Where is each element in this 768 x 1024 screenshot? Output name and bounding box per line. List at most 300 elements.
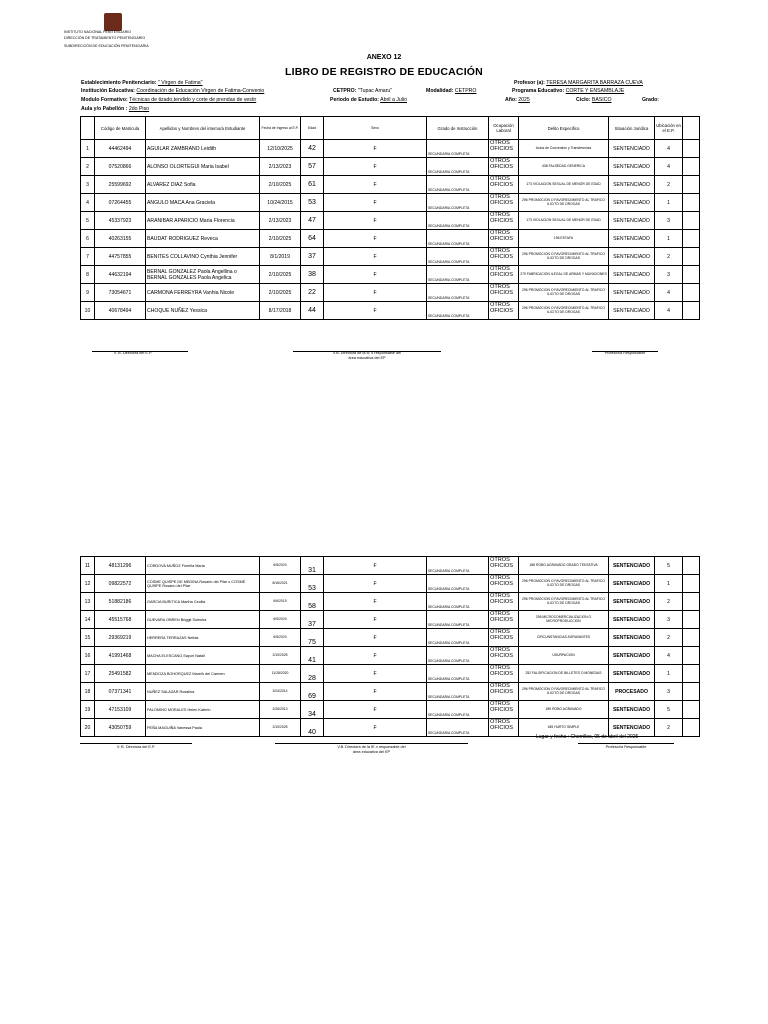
fecha-ingreso: 6/5/2024 — [260, 557, 301, 575]
row-number: 3 — [81, 176, 95, 194]
table-row — [81, 266, 700, 284]
delito: 296 PROMOCION O FAVORECIMIENTO AL TRAFICO ILICITO DE DROGAS — [519, 683, 609, 701]
edad: 41 — [301, 647, 324, 665]
sexo: F — [324, 194, 427, 212]
delito: 438 FALSEDAD GENERICA — [519, 158, 609, 176]
student-name: GUEVARA OBREN Briggit Solesha — [146, 611, 260, 629]
grado-field — [642, 97, 659, 103]
aula-label: Aula y/o Pabellón : — [81, 106, 128, 112]
row-number: 4 — [81, 194, 95, 212]
institute-line-1: INSTITUTO NACIONAL PENITENCIARIO — [64, 30, 132, 34]
edad: 22 — [301, 284, 324, 302]
situacion-juridica: SENTENCIADO — [609, 629, 655, 647]
delito: Actos de Conversión y Transferencia — [519, 140, 609, 158]
student-name: NUÑEZ SALAZAR Rosalina — [146, 683, 260, 701]
signature-profesora: Profesor/a Responsable — [604, 351, 646, 355]
sexo: F — [324, 248, 427, 266]
edad: 28 — [301, 665, 324, 683]
sexo: F — [324, 683, 427, 701]
observaciones — [683, 266, 700, 284]
edad: 69 — [301, 683, 324, 701]
grado-instruccion: SECUNDARIA COMPLETA — [427, 701, 489, 719]
row-number: 16 — [81, 647, 95, 665]
observaciones — [683, 302, 700, 320]
student-name: ARANIBAR APARICIO Maria Florencia — [146, 212, 260, 230]
delito: USURPACION — [519, 647, 609, 665]
table-row — [81, 230, 700, 248]
situacion-juridica: SENTENCIADO — [609, 230, 655, 248]
delito: 185 HURTO SIMPLE — [519, 719, 609, 737]
profesor-label: Profesor (a): — [514, 80, 545, 86]
student-name: HERRERA TERRAZAS Nelida — [146, 629, 260, 647]
ciclo-field — [576, 97, 611, 103]
grado-instruccion: SECUNDARIA COMPLETA — [427, 248, 489, 266]
observaciones — [683, 176, 700, 194]
fecha-ingreso: 2/10/2025 — [260, 719, 301, 737]
grado-instruccion: SECUNDARIA COMPLETA — [427, 665, 489, 683]
situacion-juridica: SENTENCIADO — [609, 701, 655, 719]
ocupacion: OTROS OFICIOS — [489, 212, 519, 230]
sexo: F — [324, 302, 427, 320]
grado-instruccion: SECUNDARIA COMPLETA — [427, 629, 489, 647]
sexo: F — [324, 665, 427, 683]
fecha-ingreso: 2/10/2025 — [260, 230, 301, 248]
situacion-juridica: SENTENCIADO — [609, 212, 655, 230]
registro-table-1 — [80, 116, 700, 320]
table-row — [81, 140, 700, 158]
edad: 37 — [301, 611, 324, 629]
periodo-field — [330, 97, 407, 103]
student-name: ALVAREZ DIAZ Sofia — [146, 176, 260, 194]
cetpro-field — [333, 88, 392, 94]
sexo: F — [324, 140, 427, 158]
sexo: F — [324, 719, 427, 737]
fecha-ingreso: 2/10/2025 — [260, 266, 301, 284]
observaciones — [683, 248, 700, 266]
row-number: 17 — [81, 665, 95, 683]
cetpro-label: CETPRO: — [333, 88, 357, 94]
codigo-matricula: 44462494 — [95, 140, 146, 158]
programa-value: CORTE Y ENSAMBLAJE — [565, 88, 625, 94]
ubicacion: 1 — [655, 575, 683, 593]
edad: 42 — [301, 140, 324, 158]
ocupacion: OTROS OFICIOS — [489, 158, 519, 176]
student-name: CORDOVA MUÑOZ Fiorella Maria — [146, 557, 260, 575]
ubicacion: 1 — [655, 230, 683, 248]
row-number: 20 — [81, 719, 95, 737]
edad: 58 — [301, 593, 324, 611]
grado-instruccion: SECUNDARIA COMPLETA — [427, 140, 489, 158]
col-header-sexo: Sexo — [324, 117, 427, 140]
codigo-matricula: 41991468 — [95, 647, 146, 665]
row-number: 5 — [81, 212, 95, 230]
situacion-juridica: SENTENCIADO — [609, 140, 655, 158]
observaciones — [683, 647, 700, 665]
codigo-matricula: 07371341 — [95, 683, 146, 701]
edad: 31 — [301, 557, 324, 575]
signature-ie-line1: V.B. Directora de la IE o responsable del — [332, 351, 402, 355]
row-number: 13 — [81, 593, 95, 611]
ubicacion: 4 — [655, 158, 683, 176]
observaciones — [683, 194, 700, 212]
ubicacion: 3 — [655, 266, 683, 284]
modalidad-label: Modalidad: — [426, 88, 454, 94]
grado-instruccion: SECUNDARIA COMPLETA — [427, 212, 489, 230]
table-row — [81, 701, 700, 719]
grado-instruccion: SECUNDARIA COMPLETA — [427, 593, 489, 611]
situacion-juridica: SENTENCIADO — [609, 284, 655, 302]
edad: 34 — [301, 701, 324, 719]
fecha-ingreso: 11/28/2020 — [260, 665, 301, 683]
table-header-row — [81, 117, 700, 140]
edad: 40 — [301, 719, 324, 737]
fecha-ingreso: 2/26/2013 — [260, 701, 301, 719]
inpe-logo — [104, 13, 122, 31]
edad: 53 — [301, 575, 324, 593]
row-number: 15 — [81, 629, 95, 647]
student-name: BAUDAT RODRIGUEZ Reveca — [146, 230, 260, 248]
ciclo-value: BASICO — [591, 97, 612, 103]
institucion-field — [81, 88, 264, 94]
ocupacion: OTROS OFICIOS — [489, 140, 519, 158]
edad: 61 — [301, 176, 324, 194]
row-number: 11 — [81, 557, 95, 575]
situacion-juridica: SENTENCIADO — [609, 593, 655, 611]
ubicacion: 4 — [655, 647, 683, 665]
codigo-matricula: 44757855 — [95, 248, 146, 266]
student-name: ALONSO OLORTEGUI Maria Isabel — [146, 158, 260, 176]
grado-label: Grado: — [642, 97, 660, 103]
row-number: 10 — [81, 302, 95, 320]
ubicacion: 5 — [655, 701, 683, 719]
observaciones — [683, 575, 700, 593]
ubicacion: 5 — [655, 557, 683, 575]
ubicacion: 3 — [655, 212, 683, 230]
grado-instruccion: SECUNDARIA COMPLETA — [427, 284, 489, 302]
edad: 75 — [301, 629, 324, 647]
student-name: BERNAL GONZALEZ Paola Angellina o BERNAL GONZALES Paola Angelica — [146, 266, 260, 284]
fecha-ingreso: 2/10/2025 — [260, 647, 301, 665]
observaciones — [683, 230, 700, 248]
table-row — [81, 194, 700, 212]
table-row — [81, 611, 700, 629]
student-name: CARMONA FERREYRA Vanhia Nicole — [146, 284, 260, 302]
delito: 279 FABRICACION ILEGAL DE ARMAS Y MUNICIONES — [519, 266, 609, 284]
signature-director: V. B. Directora del E.P. — [113, 351, 153, 355]
sexo: F — [324, 647, 427, 665]
anio-value: 2025 — [518, 97, 530, 103]
col-header-ubicacion: Ubicación en el E.P. — [655, 117, 683, 140]
student-name: ANGULO MACA Ana Graciela — [146, 194, 260, 212]
situacion-juridica: SENTENCIADO — [609, 302, 655, 320]
row-number: 8 — [81, 266, 95, 284]
observaciones — [683, 140, 700, 158]
row-number: 1 — [81, 140, 95, 158]
periodo-value: Abril a Julio — [380, 97, 407, 103]
codigo-matricula: 40678494 — [95, 302, 146, 320]
signature-profesora-2: Profesor/a Responsable — [605, 745, 647, 749]
sexo: F — [324, 158, 427, 176]
ocupacion: OTROS OFICIOS — [489, 248, 519, 266]
codigo-matricula: 29369219 — [95, 629, 146, 647]
ocupacion: OTROS OFICIOS — [489, 647, 519, 665]
ocupacion: OTROS OFICIOS — [489, 611, 519, 629]
signature-ie-2-line1: V.B. Directora de la IE o responsable del — [337, 745, 406, 749]
delito: 298 MICROCOMERCIALIZACION O MICROPRODUCCION — [519, 611, 609, 629]
programa-field — [512, 88, 624, 94]
profesor-value: TERESA MARGARITA BARRAZA CUEVA — [546, 80, 643, 86]
ocupacion: OTROS OFICIOS — [489, 284, 519, 302]
codigo-matricula: 09822572 — [95, 575, 146, 593]
delito: 252 FALSIFICACION DE BILLETES O MONEDAS — [519, 665, 609, 683]
cetpro-value: "Tupac Amaru" — [357, 88, 393, 94]
row-number: 6 — [81, 230, 95, 248]
situacion-juridica: SENTENCIADO — [609, 665, 655, 683]
situacion-juridica: SENTENCIADO — [609, 557, 655, 575]
ocupacion: OTROS OFICIOS — [489, 266, 519, 284]
table-row — [81, 302, 700, 320]
signature-line-director-2 — [80, 743, 192, 744]
table-row — [81, 629, 700, 647]
table-row — [81, 593, 700, 611]
fecha-ingreso: 2/10/2025 — [260, 176, 301, 194]
student-name: PEÑA MAGUIÑA Vanessa Paola — [146, 719, 260, 737]
row-number: 19 — [81, 701, 95, 719]
edad: 44 — [301, 302, 324, 320]
codigo-matricula: 43050759 — [95, 719, 146, 737]
col-header-nombres: Apellidos y Nombres del interno/a Estudiante — [146, 117, 260, 140]
modalidad-field — [426, 88, 476, 94]
codigo-matricula: 47153109 — [95, 701, 146, 719]
student-name: COSME QUISPE DE MEDINA Rosario del Pilar o COSME QUISPE Rosario del Pilar — [146, 575, 260, 593]
row-number: 7 — [81, 248, 95, 266]
grado-instruccion: SECUNDARIA COMPLETA — [427, 683, 489, 701]
edad: 37 — [301, 248, 324, 266]
table-row — [81, 158, 700, 176]
col-header-observ — [683, 117, 700, 140]
ubicacion: 4 — [655, 284, 683, 302]
situacion-juridica: SENTENCIADO — [609, 176, 655, 194]
ubicacion: 1 — [655, 665, 683, 683]
establecimiento-field — [81, 80, 203, 86]
ocupacion: OTROS OFICIOS — [489, 230, 519, 248]
ocupacion: OTROS OFICIOS — [489, 557, 519, 575]
fecha-ingreso: 6/6/2019 — [260, 593, 301, 611]
student-name: MACHA ELESCANO,Sayuri Natali — [146, 647, 260, 665]
edad: 38 — [301, 266, 324, 284]
sexo: F — [324, 701, 427, 719]
modalidad-value: CETPRO — [454, 88, 477, 94]
ubicacion: 3 — [655, 683, 683, 701]
signature-line-profesora-2 — [578, 743, 674, 744]
sexo: F — [324, 629, 427, 647]
situacion-juridica: SENTENCIADO — [609, 158, 655, 176]
sexo: F — [324, 266, 427, 284]
student-name: MENDOZA BOHORQUEZ Marelh del Carmen — [146, 665, 260, 683]
ocupacion: OTROS OFICIOS — [489, 683, 519, 701]
grado-instruccion: SECUNDARIA COMPLETA — [427, 611, 489, 629]
grado-instruccion: SECUNDARIA COMPLETA — [427, 302, 489, 320]
col-header-codigo: Código de Matricula — [95, 117, 146, 140]
ocupacion: OTROS OFICIOS — [489, 665, 519, 683]
page-title: LIBRO DE REGISTRO DE EDUCACIÓN — [285, 66, 483, 78]
observaciones — [683, 593, 700, 611]
grado-instruccion: SECUNDARIA COMPLETA — [427, 719, 489, 737]
row-number: 14 — [81, 611, 95, 629]
observaciones — [683, 629, 700, 647]
sexo: F — [324, 176, 427, 194]
delito: 296 PROMOCION O FAVORECIMIENTO AL TRAFICO ILICITO DE DROGAS — [519, 284, 609, 302]
table-row — [81, 176, 700, 194]
codigo-matricula: 25491582 — [95, 665, 146, 683]
table-row — [81, 557, 700, 575]
col-header-ocupacion: Ocupación Laboral — [489, 117, 519, 140]
ocupacion: OTROS OFICIOS — [489, 194, 519, 212]
ubicacion: 4 — [655, 302, 683, 320]
delito: CIRCUNSTANCIAS AGRAVANTES — [519, 629, 609, 647]
delito: 188 ROBO AGRAVADO GRADO TENTATIVA — [519, 557, 609, 575]
table-row — [81, 683, 700, 701]
table-row — [81, 284, 700, 302]
ubicacion: 1 — [655, 194, 683, 212]
student-name: CHOQUE NUÑEZ Yessica — [146, 302, 260, 320]
ocupacion: OTROS OFICIOS — [489, 701, 519, 719]
fecha-ingreso: 2/13/2023 — [260, 212, 301, 230]
observaciones — [683, 557, 700, 575]
delito: 296 PROMOCION O FAVORECIMIENTO AL TRAFICO ILICITO DE DROGAS — [519, 194, 609, 212]
situacion-juridica: SENTENCIADO — [609, 194, 655, 212]
signature-director-2: V. B. Directora del E.P. — [116, 745, 156, 749]
col-header-edad: Edad — [301, 117, 324, 140]
ubicacion: 3 — [655, 611, 683, 629]
table-row — [81, 665, 700, 683]
ocupacion: OTROS OFICIOS — [489, 629, 519, 647]
delito: 296 PROMOCION O FAVORECIMIENTO AL TRAFICO ILICITO DE DROGAS — [519, 575, 609, 593]
table-row — [81, 647, 700, 665]
modulo-value: Técnicas de tizado,tendido y corte de prendas de vestir — [129, 97, 257, 103]
anio-label: Año: — [505, 97, 517, 103]
observaciones — [683, 719, 700, 737]
situacion-juridica: PROCESADO — [609, 683, 655, 701]
row-number: 2 — [81, 158, 95, 176]
sexo: F — [324, 557, 427, 575]
col-header-fecha: Fecha de Ingreso al E.P. — [260, 117, 301, 140]
codigo-matricula: 07264455 — [95, 194, 146, 212]
grado-instruccion: SECUNDARIA COMPLETA — [427, 176, 489, 194]
situacion-juridica: SENTENCIADO — [609, 575, 655, 593]
observaciones — [683, 158, 700, 176]
student-name: BENITES COLLAVINO Cynthia Jennifer — [146, 248, 260, 266]
sexo: F — [324, 575, 427, 593]
sexo: F — [324, 593, 427, 611]
fecha-ingreso: 8/17/2018 — [260, 302, 301, 320]
establecimiento-label: Establecimiento Penitenciario: — [81, 80, 157, 86]
fecha-ingreso: 12/10/2025 — [260, 140, 301, 158]
institute-line-2: DIRECCIÓN DE TRATAMIENTO PENITENCIARIO — [64, 36, 146, 40]
table-row — [81, 248, 700, 266]
ubicacion: 2 — [655, 629, 683, 647]
ubicacion: 2 — [655, 593, 683, 611]
institucion-value: Coordinación de Educación Virgen de Fatima-Convenio — [136, 88, 265, 94]
grado-instruccion: SECUNDARIA COMPLETA — [427, 158, 489, 176]
row-number: 12 — [81, 575, 95, 593]
fecha-ingreso: 3/24/2014 — [260, 683, 301, 701]
sexo: F — [324, 611, 427, 629]
delito: 189 ROBO AGRAVADO — [519, 701, 609, 719]
sexo: F — [324, 230, 427, 248]
codigo-matricula: 40263155 — [95, 230, 146, 248]
fecha-ingreso: 8/16/2021 — [260, 575, 301, 593]
col-header-situacion: Situación Juridica — [609, 117, 655, 140]
grado-instruccion: SECUNDARIA COMPLETA — [427, 230, 489, 248]
row-number: 9 — [81, 284, 95, 302]
student-name: AGUILAR ZAMBRANO Leidith — [146, 140, 260, 158]
fecha-ingreso: 2/10/2025 — [260, 284, 301, 302]
fecha-ingreso: 8/1/2019 — [260, 248, 301, 266]
delito: 173 VIOLACION SEXUAL DE MENOR DE EDAD — [519, 212, 609, 230]
ubicacion: 2 — [655, 719, 683, 737]
institucion-label: Institución Educativa: — [81, 88, 135, 94]
anexo-label: ANEXO 12 — [366, 54, 402, 61]
registro-table-2 — [80, 556, 700, 737]
edad: 57 — [301, 158, 324, 176]
delito: 196 ESTAFA — [519, 230, 609, 248]
codigo-matricula: 44632194 — [95, 266, 146, 284]
student-name: GARCIA BURITICA Martha Cecilia — [146, 593, 260, 611]
situacion-juridica: SENTENCIADO — [609, 647, 655, 665]
grado-instruccion: SECUNDARIA COMPLETA — [427, 194, 489, 212]
table-row — [81, 212, 700, 230]
sexo: F — [324, 284, 427, 302]
fecha-ingreso: 6/5/2024 — [260, 629, 301, 647]
delito: 173 VIOLACION SEXUAL DE MENOR DE EDAD — [519, 176, 609, 194]
observaciones — [683, 212, 700, 230]
situacion-juridica: SENTENCIADO — [609, 248, 655, 266]
situacion-juridica: SENTENCIADO — [609, 266, 655, 284]
anio-field — [505, 97, 530, 103]
table-row — [81, 575, 700, 593]
fecha-ingreso: 6/5/2024 — [260, 611, 301, 629]
col-header-n — [81, 117, 95, 140]
profesor-field — [514, 80, 643, 86]
observaciones — [683, 665, 700, 683]
ubicacion: 2 — [655, 248, 683, 266]
sexo: F — [324, 212, 427, 230]
codigo-matricula: 73054671 — [95, 284, 146, 302]
codigo-matricula: 45337923 — [95, 212, 146, 230]
aula-field — [81, 106, 149, 112]
situacion-juridica: SENTENCIADO — [609, 611, 655, 629]
observaciones — [683, 284, 700, 302]
observaciones — [683, 683, 700, 701]
ciclo-label: Ciclo: — [576, 97, 591, 103]
modulo-field — [81, 97, 256, 103]
col-header-grado: Grado de Instrucción — [427, 117, 489, 140]
delito: 296 PROMOCION O FAVORECIMIENTO AL TRAFICO ILICITO DE DROGAS — [519, 593, 609, 611]
codigo-matricula: 07520866 — [95, 158, 146, 176]
observaciones — [683, 611, 700, 629]
codigo-matricula: 48131296 — [95, 557, 146, 575]
ocupacion: OTROS OFICIOS — [489, 302, 519, 320]
fecha-ingreso: 2/13/2023 — [260, 158, 301, 176]
aula-value: 2do Piso — [128, 106, 150, 112]
signature-line-ie-2 — [275, 743, 468, 744]
institute-line-3: SUBDIRECCIÓN DE EDUCACIÓN PENITENCIARIA — [64, 44, 149, 48]
situacion-juridica: SENTENCIADO — [609, 719, 655, 737]
ocupacion: OTROS OFICIOS — [489, 593, 519, 611]
ubicacion: 4 — [655, 140, 683, 158]
student-name: PALOMINO MORALES Helen Katerin — [146, 701, 260, 719]
